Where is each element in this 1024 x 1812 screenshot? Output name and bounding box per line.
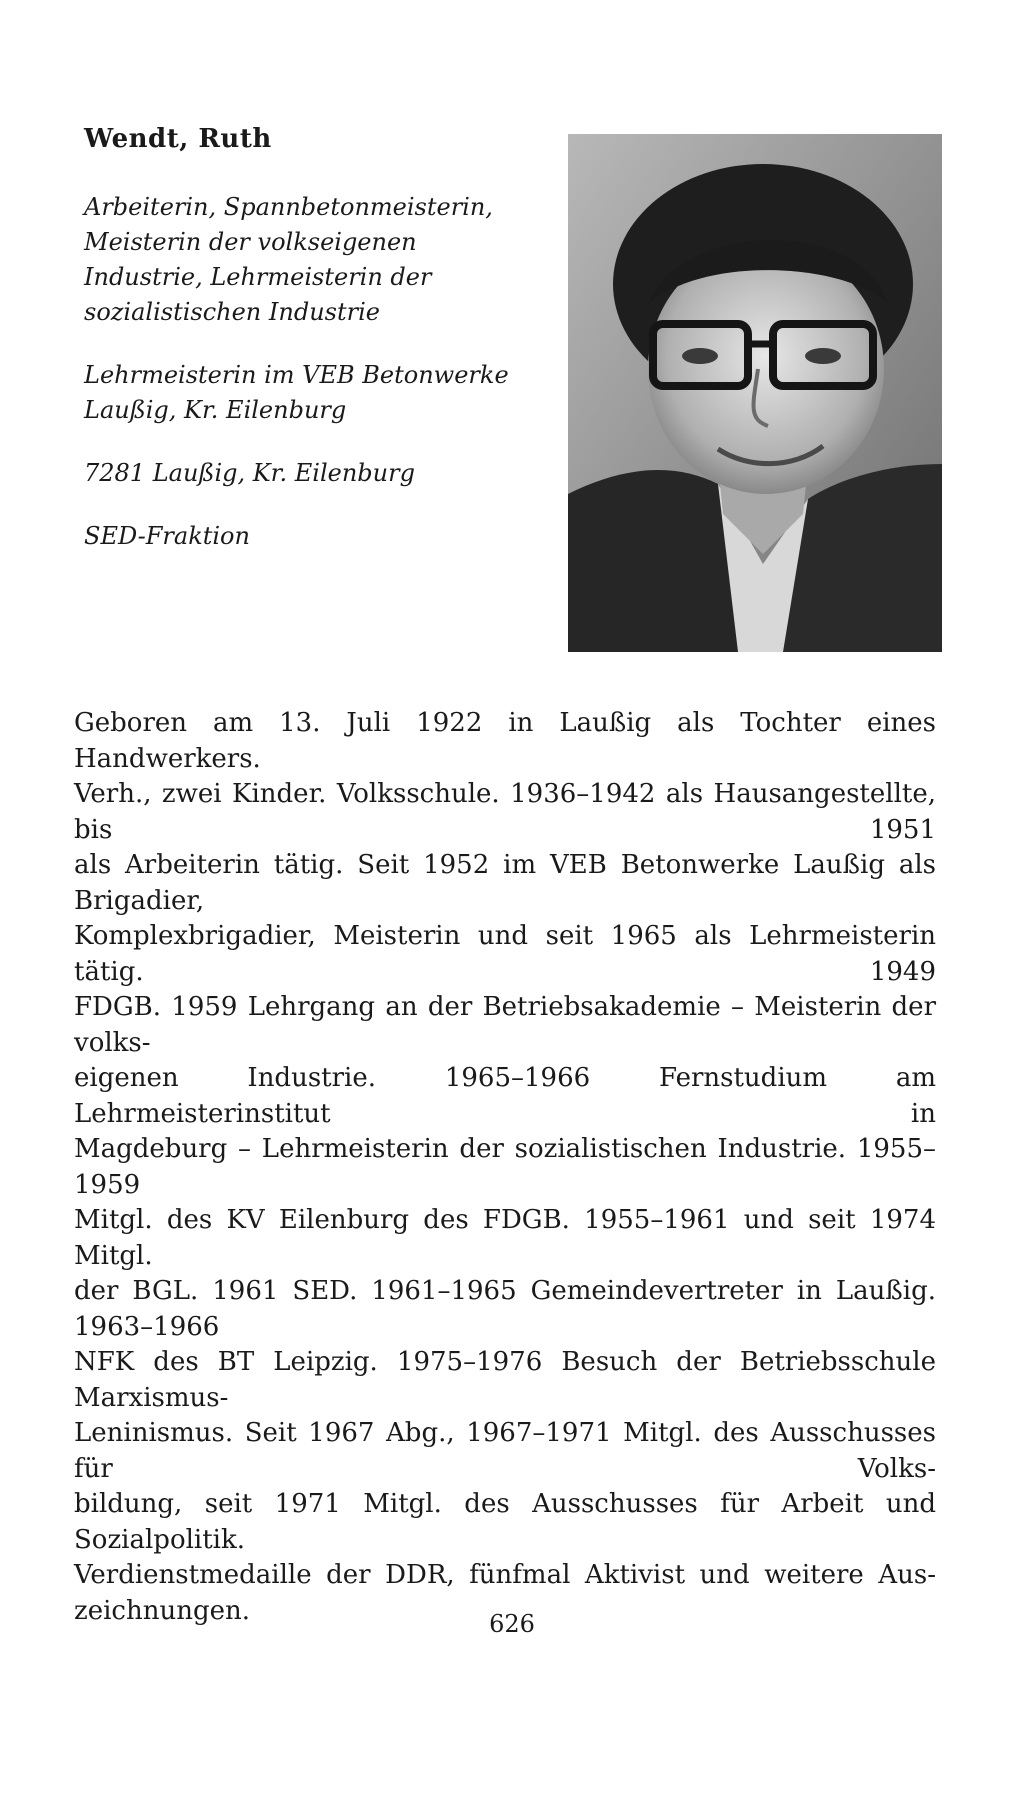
biography-line: Verdienstmedaille der DDR, fünfmal Aktivist und weitere Aus- — [74, 1560, 936, 1590]
biography-line: als Arbeiterin tätig. Seit 1952 im VEB Betonwerke Laußig als Brigadier, — [74, 850, 936, 916]
position-line: Laußig, Kr. Eilenburg — [84, 396, 347, 424]
biography-line: Magdeburg – Lehrmeisterin der sozialistischen Industrie. 1955–1959 — [74, 1134, 936, 1200]
occupation-line: Meisterin der volkseigenen — [84, 228, 417, 256]
biography-text — [74, 706, 936, 1629]
occupation — [84, 190, 544, 330]
position-line: Lehrmeisterin im VEB Betonwerke — [84, 361, 509, 389]
occupation-line: sozialistischen Industrie — [84, 298, 380, 326]
biography-line: bildung, seit 1971 Mitgl. des Ausschusses für Arbeit und Sozialpolitik. — [74, 1489, 936, 1555]
person-name: Wendt, Ruth — [84, 124, 272, 154]
biography-line: der BGL. 1961 SED. 1961–1965 Gemeindevertreter in Laußig. 1963–1966 — [74, 1276, 936, 1342]
portrait-photo — [568, 134, 942, 652]
biography-line: eigenen Industrie. 1965–1966 Fernstudium am Lehrmeisterinstitut in — [74, 1063, 936, 1129]
faction-line: SED-Fraktion — [84, 522, 250, 550]
portrait-icon — [568, 134, 942, 652]
address-line: 7281 Laußig, Kr. Eilenburg — [84, 459, 415, 487]
occupation-line: Arbeiterin, Spannbetonmeisterin, — [84, 193, 493, 221]
biography-line: Komplexbrigadier, Meisterin und seit 1965 als Lehrmeisterin tätig. 1949 — [74, 921, 936, 987]
occupation-line: Industrie, Lehrmeisterin der — [84, 263, 432, 291]
biography-line: Mitgl. des KV Eilenburg des FDGB. 1955–1961 und seit 1974 Mitgl. — [74, 1205, 936, 1271]
biography-line: NFK des BT Leipzig. 1975–1976 Besuch der Betriebsschule Marxismus- — [74, 1347, 936, 1413]
biography-line: zeichnungen. — [74, 1595, 250, 1626]
biography-line: Verh., zwei Kinder. Volksschule. 1936–1942 als Hausangestellte, bis 1951 — [74, 779, 936, 845]
address — [84, 456, 544, 491]
biography-line: Leninismus. Seit 1967 Abg., 1967–1971 Mitgl. des Ausschusses für Volks- — [74, 1418, 936, 1484]
biography-line: Geboren am 13. Juli 1922 in Laußig als Tochter eines Handwerkers. — [74, 708, 936, 774]
biography-line: FDGB. 1959 Lehrgang an der Betriebsakademie – Meisterin der volks- — [74, 992, 936, 1058]
faction — [84, 519, 544, 554]
position — [84, 358, 544, 428]
page-number: 626 — [489, 1610, 535, 1638]
header-details — [84, 190, 544, 582]
